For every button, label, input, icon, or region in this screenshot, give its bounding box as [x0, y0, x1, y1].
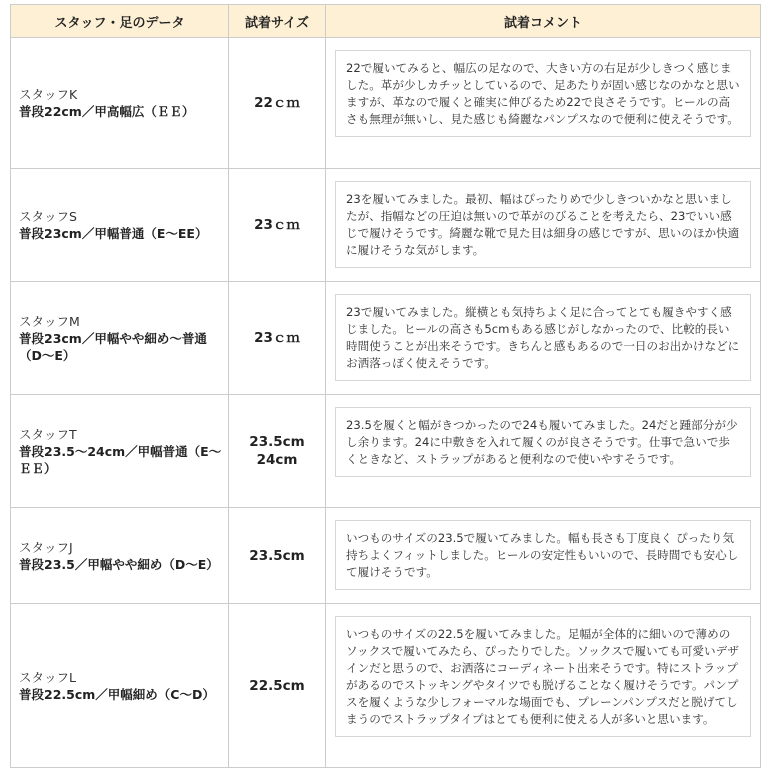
header-row	[11, 5, 761, 38]
staff-foot-data: 普段23.5～24cm／甲幅普通（E～ＥＥ）	[19, 443, 222, 476]
staff-cell	[11, 38, 229, 169]
fitting-size: 23ｃｍ	[254, 217, 300, 233]
staff-name: スタッフK	[19, 87, 78, 102]
table-row	[11, 508, 761, 604]
header-comment: 試着コメント	[326, 5, 761, 38]
table-row	[11, 395, 761, 508]
comment-text: 23.5を履くと幅がきつかったので24も履いてみました。24だと踵部分が少し余ります。24に中敷きを入れて履くのが良さそうです。仕事で急いで歩くときなど、ストラップがあると便利なので使いやすそうです。	[335, 407, 751, 477]
comment-cell	[326, 169, 761, 282]
staff-name: スタッフT	[19, 426, 77, 442]
staff-cell	[11, 604, 229, 768]
staff-cell	[11, 282, 229, 395]
comment-cell	[326, 282, 761, 395]
comment-cell	[326, 38, 761, 169]
staff-name: スタッフM	[19, 313, 80, 329]
staff-cell	[11, 395, 229, 508]
size-cell	[229, 169, 326, 282]
fitting-size: 22ｃｍ	[254, 95, 300, 111]
comment-text: いつものサイズの22.5を履いてみました。足幅が全体的に細いので薄めのソックスで履いてみたら、ぴったりでした。ソックスで履いても可愛いデザインだと思うので、お洒落にコーディネート出来そうです。特にストラップがあるのでストッキングやタイツでも脱げることなく履けそうです。パンプスを履くような少しフォーマルな場面でも、プレーンパンプスだと脱げてしまうのでストラップタイプはとても便利に使える人が多いと思います。	[335, 616, 751, 737]
staff-foot-data: 普段23cm／甲幅やや細め～普通（D～E）	[19, 330, 207, 363]
comment-text: 23で履いてみました。縦横とも気持ちよく足に合ってとても履きやすく感じました。ヒールの高さも5cmもある感じがしなかったので、比較的長い時間使うことが出来そうです。きちんと感もあるので一日のお出かけなどにお洒落っぽく使えそうです。	[335, 294, 751, 381]
staff-name: スタッフL	[19, 669, 76, 685]
header-size: 試着サイズ	[229, 5, 326, 38]
comment-cell	[326, 604, 761, 768]
staff-foot-data: 普段23.5／甲幅やや細め（D～E）	[19, 556, 219, 572]
header-staff: スタッフ・足のデータ	[11, 5, 229, 38]
comment-text: 23を履いてみました。最初、幅はぴったりめで少しきついかなと思いましたが、指幅などの圧迫は無いので革がのびることを考えたら、23でいい感じで履けそうです。綺麗な靴で見た目は細身の感じですが、思いのほか快適に履けそうな気がします。	[335, 181, 751, 268]
staff-cell	[11, 508, 229, 604]
comment-cell	[326, 395, 761, 508]
table-row	[11, 169, 761, 282]
size-cell	[229, 508, 326, 604]
comment-text: いつものサイズの23.5で履いてみました。幅も長さも丁度良く ぴったり気持ちよくフィットしました。ヒールの安定性もいいので、長時間でも安心して履けそうです。	[335, 520, 751, 590]
table-row	[11, 282, 761, 395]
fitting-size: 22.5cm	[249, 677, 305, 694]
fitting-size: 23.5cm	[249, 434, 305, 450]
size-cell	[229, 604, 326, 768]
comment-cell	[326, 508, 761, 604]
staff-name: スタッフJ	[19, 539, 73, 555]
comment-text: 22で履いてみると、幅広の足なので、大きい方の右足が少しきつく感じました。革が少しカチッとしているので、足あたりが固い感じなのかなと思いますが、革なので履くと確実に伸びるため22で良さそうです。ヒールの高さも無理が無いし、見た感じも綺麗なパンプスなので便利に使えそうです。	[335, 50, 751, 137]
size-cell	[229, 38, 326, 169]
staff-cell	[11, 169, 229, 282]
fitting-size: 23.5cm	[249, 547, 305, 564]
size-cell	[229, 395, 326, 508]
table-row	[11, 38, 761, 169]
table-row	[11, 604, 761, 768]
fitting-review-container	[10, 4, 760, 768]
fitting-size: 23ｃｍ	[254, 330, 300, 346]
staff-foot-data: 普段22cm／甲高幅広（ＥＥ）	[19, 104, 195, 119]
staff-foot-data: 普段23cm／甲幅普通（E～EE）	[19, 226, 208, 241]
staff-foot-data: 普段22.5cm／甲幅細め（C～D）	[19, 686, 215, 702]
staff-name: スタッフS	[19, 209, 77, 224]
size-cell	[229, 282, 326, 395]
fitting-review-table	[10, 4, 761, 768]
fitting-size: 24cm	[256, 452, 298, 468]
